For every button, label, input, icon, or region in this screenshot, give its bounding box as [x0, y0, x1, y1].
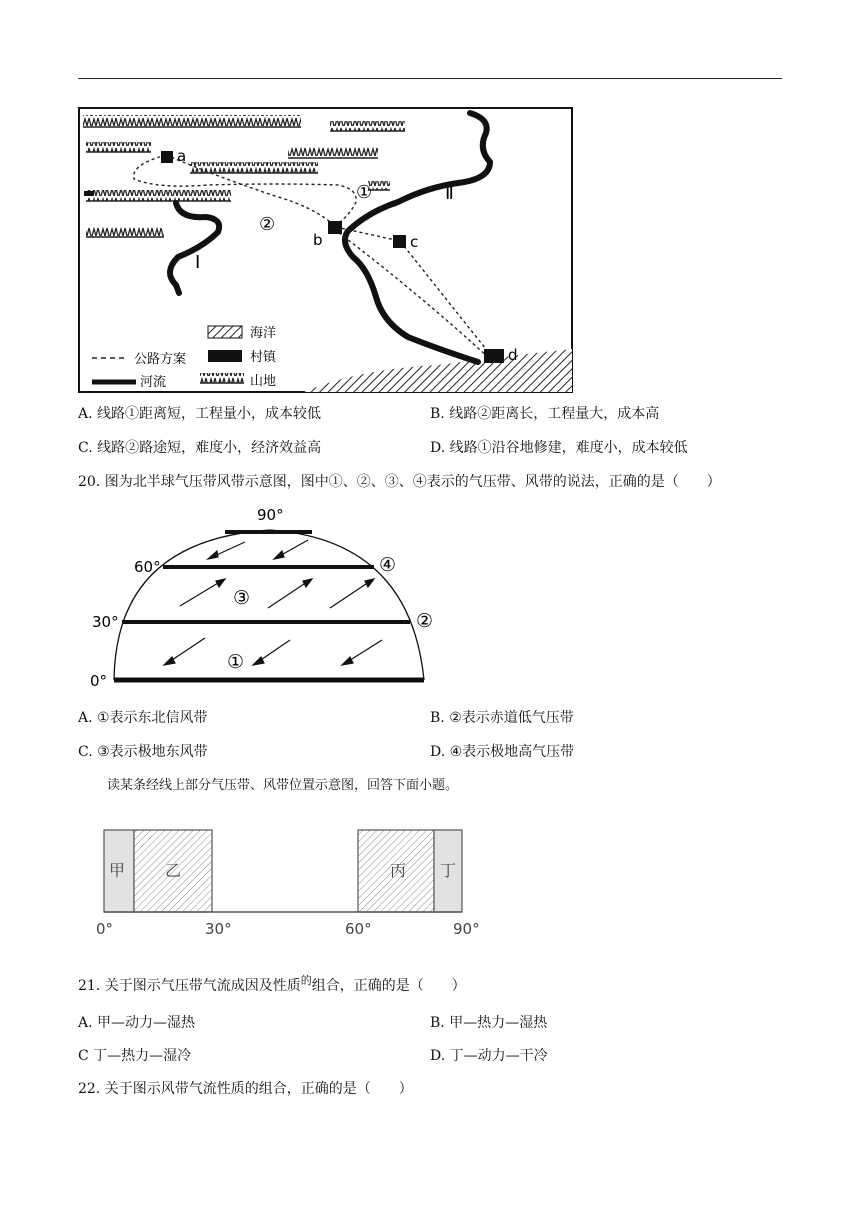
wind-arrows — [164, 540, 382, 665]
marker-4: ④ — [379, 554, 397, 576]
town-b — [328, 221, 342, 234]
q21-stem-part2: 组合，正确的是（ ） — [311, 978, 466, 994]
route-2-label: ② — [259, 214, 276, 235]
tick-60: 60° — [345, 920, 372, 938]
legend-mountain: 山地 — [250, 374, 277, 389]
q20-stem: 20. 图为北半球气压带风带示意图，图中①、②、③、④表示的气压带、风带的说法，正确的是（ ） — [78, 474, 721, 490]
legend-ocean: 海洋 — [250, 326, 277, 341]
q21-option-d: D. 丁—动力—干冷 — [430, 1048, 548, 1064]
q19-option-a: A. 线路①距离短，工程量小，成本较低 — [78, 406, 322, 422]
legend-river: 河流 — [140, 375, 167, 390]
town-a-label: a — [177, 147, 187, 165]
q21-stem-de: 的 — [300, 974, 312, 987]
town-d-label: d — [508, 346, 518, 364]
label-yi: 乙 — [165, 861, 182, 880]
town-a — [161, 151, 173, 163]
river-2-label: Ⅱ — [445, 183, 454, 204]
route-1-label: ① — [356, 182, 373, 203]
legend-road: 公路方案 — [134, 352, 187, 367]
tick-30: 30° — [205, 920, 232, 938]
group-intro: 读某条经线上部分气压带、风带位置示意图，回答下面小题。 — [107, 778, 459, 793]
q20-option-b: B. ②表示赤道低气压带 — [430, 710, 574, 726]
legend-town: 村镇 — [250, 350, 277, 365]
river-1-label: Ⅰ — [195, 252, 201, 273]
lat-0-label: 0° — [90, 672, 108, 690]
q20-option-d: D. ④表示极地高气压带 — [430, 744, 575, 760]
q20-option-c: C. ③表示极地东风带 — [78, 744, 208, 760]
q22-stem: 22. 关于图示风带气流性质的组合，正确的是（ ） — [78, 1081, 413, 1097]
q19-option-d: D. 线路①沿谷地修建，难度小，成本较低 — [430, 440, 688, 456]
header-rule — [78, 78, 782, 79]
town-d — [484, 349, 504, 363]
town-c — [393, 235, 406, 248]
pressure-belt-figure — [80, 500, 440, 695]
label-bing: 丙 — [390, 861, 407, 880]
q20-option-a: A. ①表示东北信风带 — [78, 710, 208, 726]
tick-0: 0° — [96, 920, 114, 938]
q19-option-c: C. 线路②路途短，难度小，经济效益高 — [78, 440, 322, 456]
town-c-label: c — [410, 233, 419, 251]
label-jia: 甲 — [109, 861, 126, 880]
q21-option-a: A. 甲—动力—湿热 — [78, 1015, 196, 1031]
marker-3: ③ — [233, 587, 251, 609]
lat-30-label: 30° — [92, 613, 119, 631]
tick-90: 90° — [453, 920, 480, 938]
q21-option-b: B. 甲—热力—湿热 — [430, 1015, 548, 1031]
marker-2: ② — [416, 610, 434, 632]
q21-stem — [78, 974, 466, 996]
q21-option-c: C 丁—热力—湿冷 — [78, 1048, 192, 1064]
label-ding: 丁 — [440, 861, 457, 880]
q19-option-b: B. 线路②距离长，工程量大，成本高 — [430, 406, 660, 422]
belt-position-figure — [90, 820, 490, 945]
lat-60-label: 60° — [134, 558, 161, 576]
marker-1: ① — [227, 651, 245, 673]
q21-stem-part1: 21. 关于图示气压带气流成因及性质 — [78, 978, 301, 994]
lat-90-label: 90° — [257, 506, 284, 524]
route-map-figure — [78, 107, 574, 394]
town-b-label: b — [313, 231, 323, 249]
